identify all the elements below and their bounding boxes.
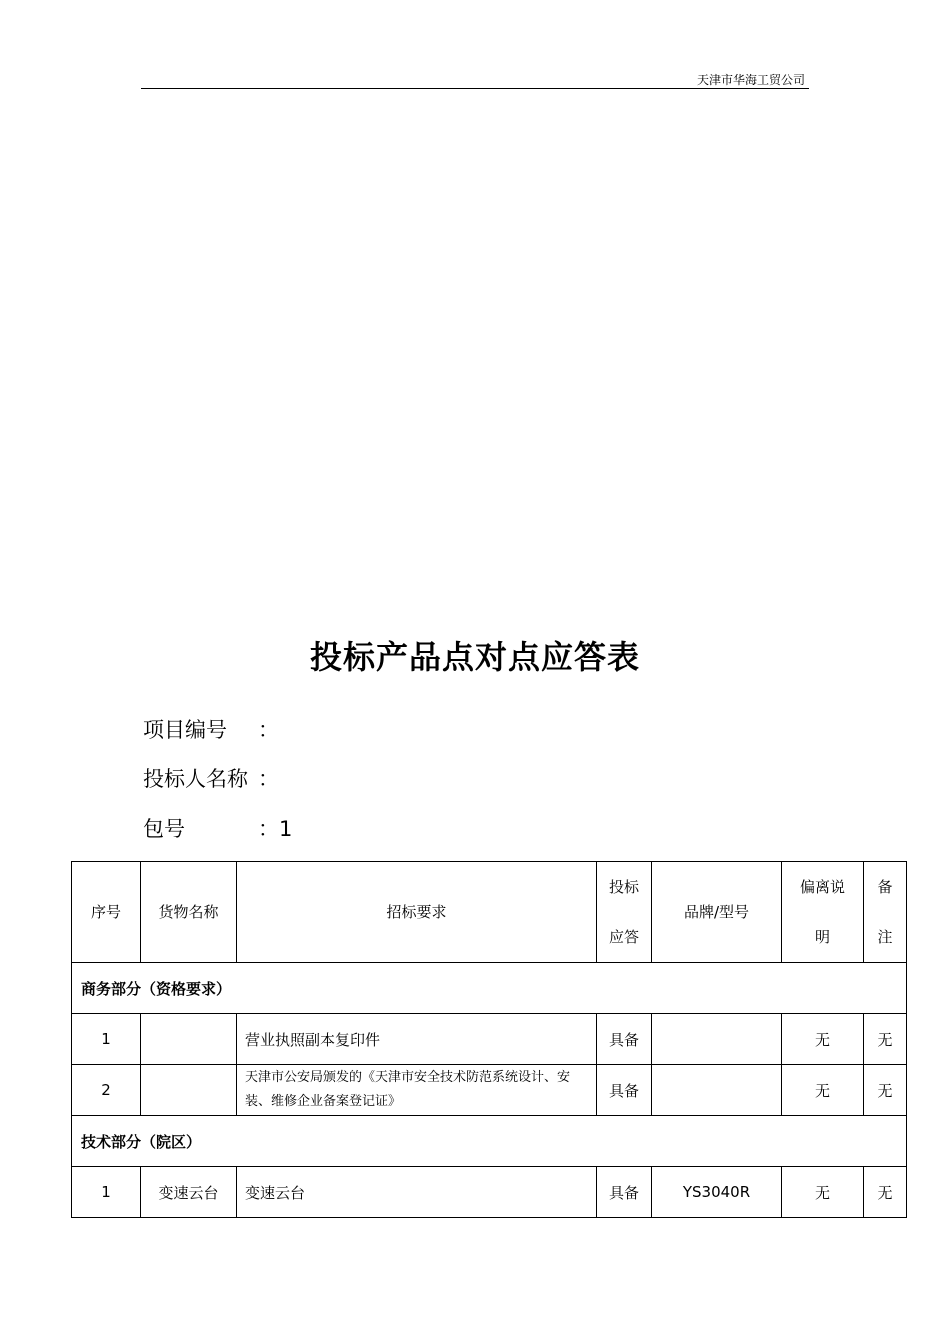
col-header-goods: 货物名称 <box>141 862 237 963</box>
field-label: 项目编号 <box>143 718 227 742</box>
cell-response: 具备 <box>597 1065 652 1116</box>
cell-requirement: 营业执照副本复印件 <box>237 1014 597 1065</box>
col-header-brand: 品牌/型号 <box>652 862 782 963</box>
cell-deviation: 无 <box>782 1014 864 1065</box>
document-title: 投标产品点对点应答表 <box>309 638 640 676</box>
field-label: 包号 <box>143 817 185 841</box>
table-row <box>72 1065 907 1116</box>
cell-response: 具备 <box>597 1014 652 1065</box>
response-table <box>71 861 907 1218</box>
header-divider <box>141 88 809 89</box>
cell-deviation: 无 <box>782 1065 864 1116</box>
cell-requirement: 天津市公安局颁发的《天津市安全技术防范系统设计、安装、维修企业备案登记证》 <box>237 1065 597 1116</box>
field-bidder-name <box>143 764 279 794</box>
cell-response: 具备 <box>597 1167 652 1218</box>
col-header-deviation: 偏离说 明 <box>782 862 864 963</box>
cell-brand: YS3040R <box>652 1167 782 1218</box>
cell-deviation: 无 <box>782 1167 864 1218</box>
field-value: 1 <box>279 817 293 841</box>
cell-requirement: 变速云台 <box>237 1167 597 1218</box>
table-row <box>72 1167 907 1218</box>
section-row-commercial <box>72 963 907 1014</box>
section-title: 商务部分（资格要求） <box>72 963 907 1014</box>
field-separator: ： <box>258 718 279 742</box>
field-separator: ： <box>258 817 279 841</box>
field-label: 投标人名称 <box>143 767 248 791</box>
section-title: 技术部分（院区） <box>72 1116 907 1167</box>
col-header-seq: 序号 <box>72 862 141 963</box>
table-row <box>72 1014 907 1065</box>
cell-brand <box>652 1065 782 1116</box>
field-separator: ： <box>258 767 279 791</box>
col-header-remark: 备 注 <box>864 862 907 963</box>
cell-seq: 1 <box>72 1014 141 1065</box>
cell-remark: 无 <box>864 1014 907 1065</box>
col-header-response: 投标 应答 <box>597 862 652 963</box>
cell-seq: 2 <box>72 1065 141 1116</box>
cell-goods: 变速云台 <box>141 1167 237 1218</box>
table-header-row <box>72 862 907 963</box>
col-header-requirement: 招标要求 <box>237 862 597 963</box>
cell-remark: 无 <box>864 1065 907 1116</box>
cell-brand <box>652 1014 782 1065</box>
cell-goods <box>141 1065 237 1116</box>
field-package-number <box>143 814 293 844</box>
cell-goods <box>141 1014 237 1065</box>
header-company-name: 天津市华海工贸公司 <box>696 73 805 87</box>
cell-remark: 无 <box>864 1167 907 1218</box>
field-project-number <box>143 715 279 745</box>
section-row-technical <box>72 1116 907 1167</box>
cell-seq: 1 <box>72 1167 141 1218</box>
